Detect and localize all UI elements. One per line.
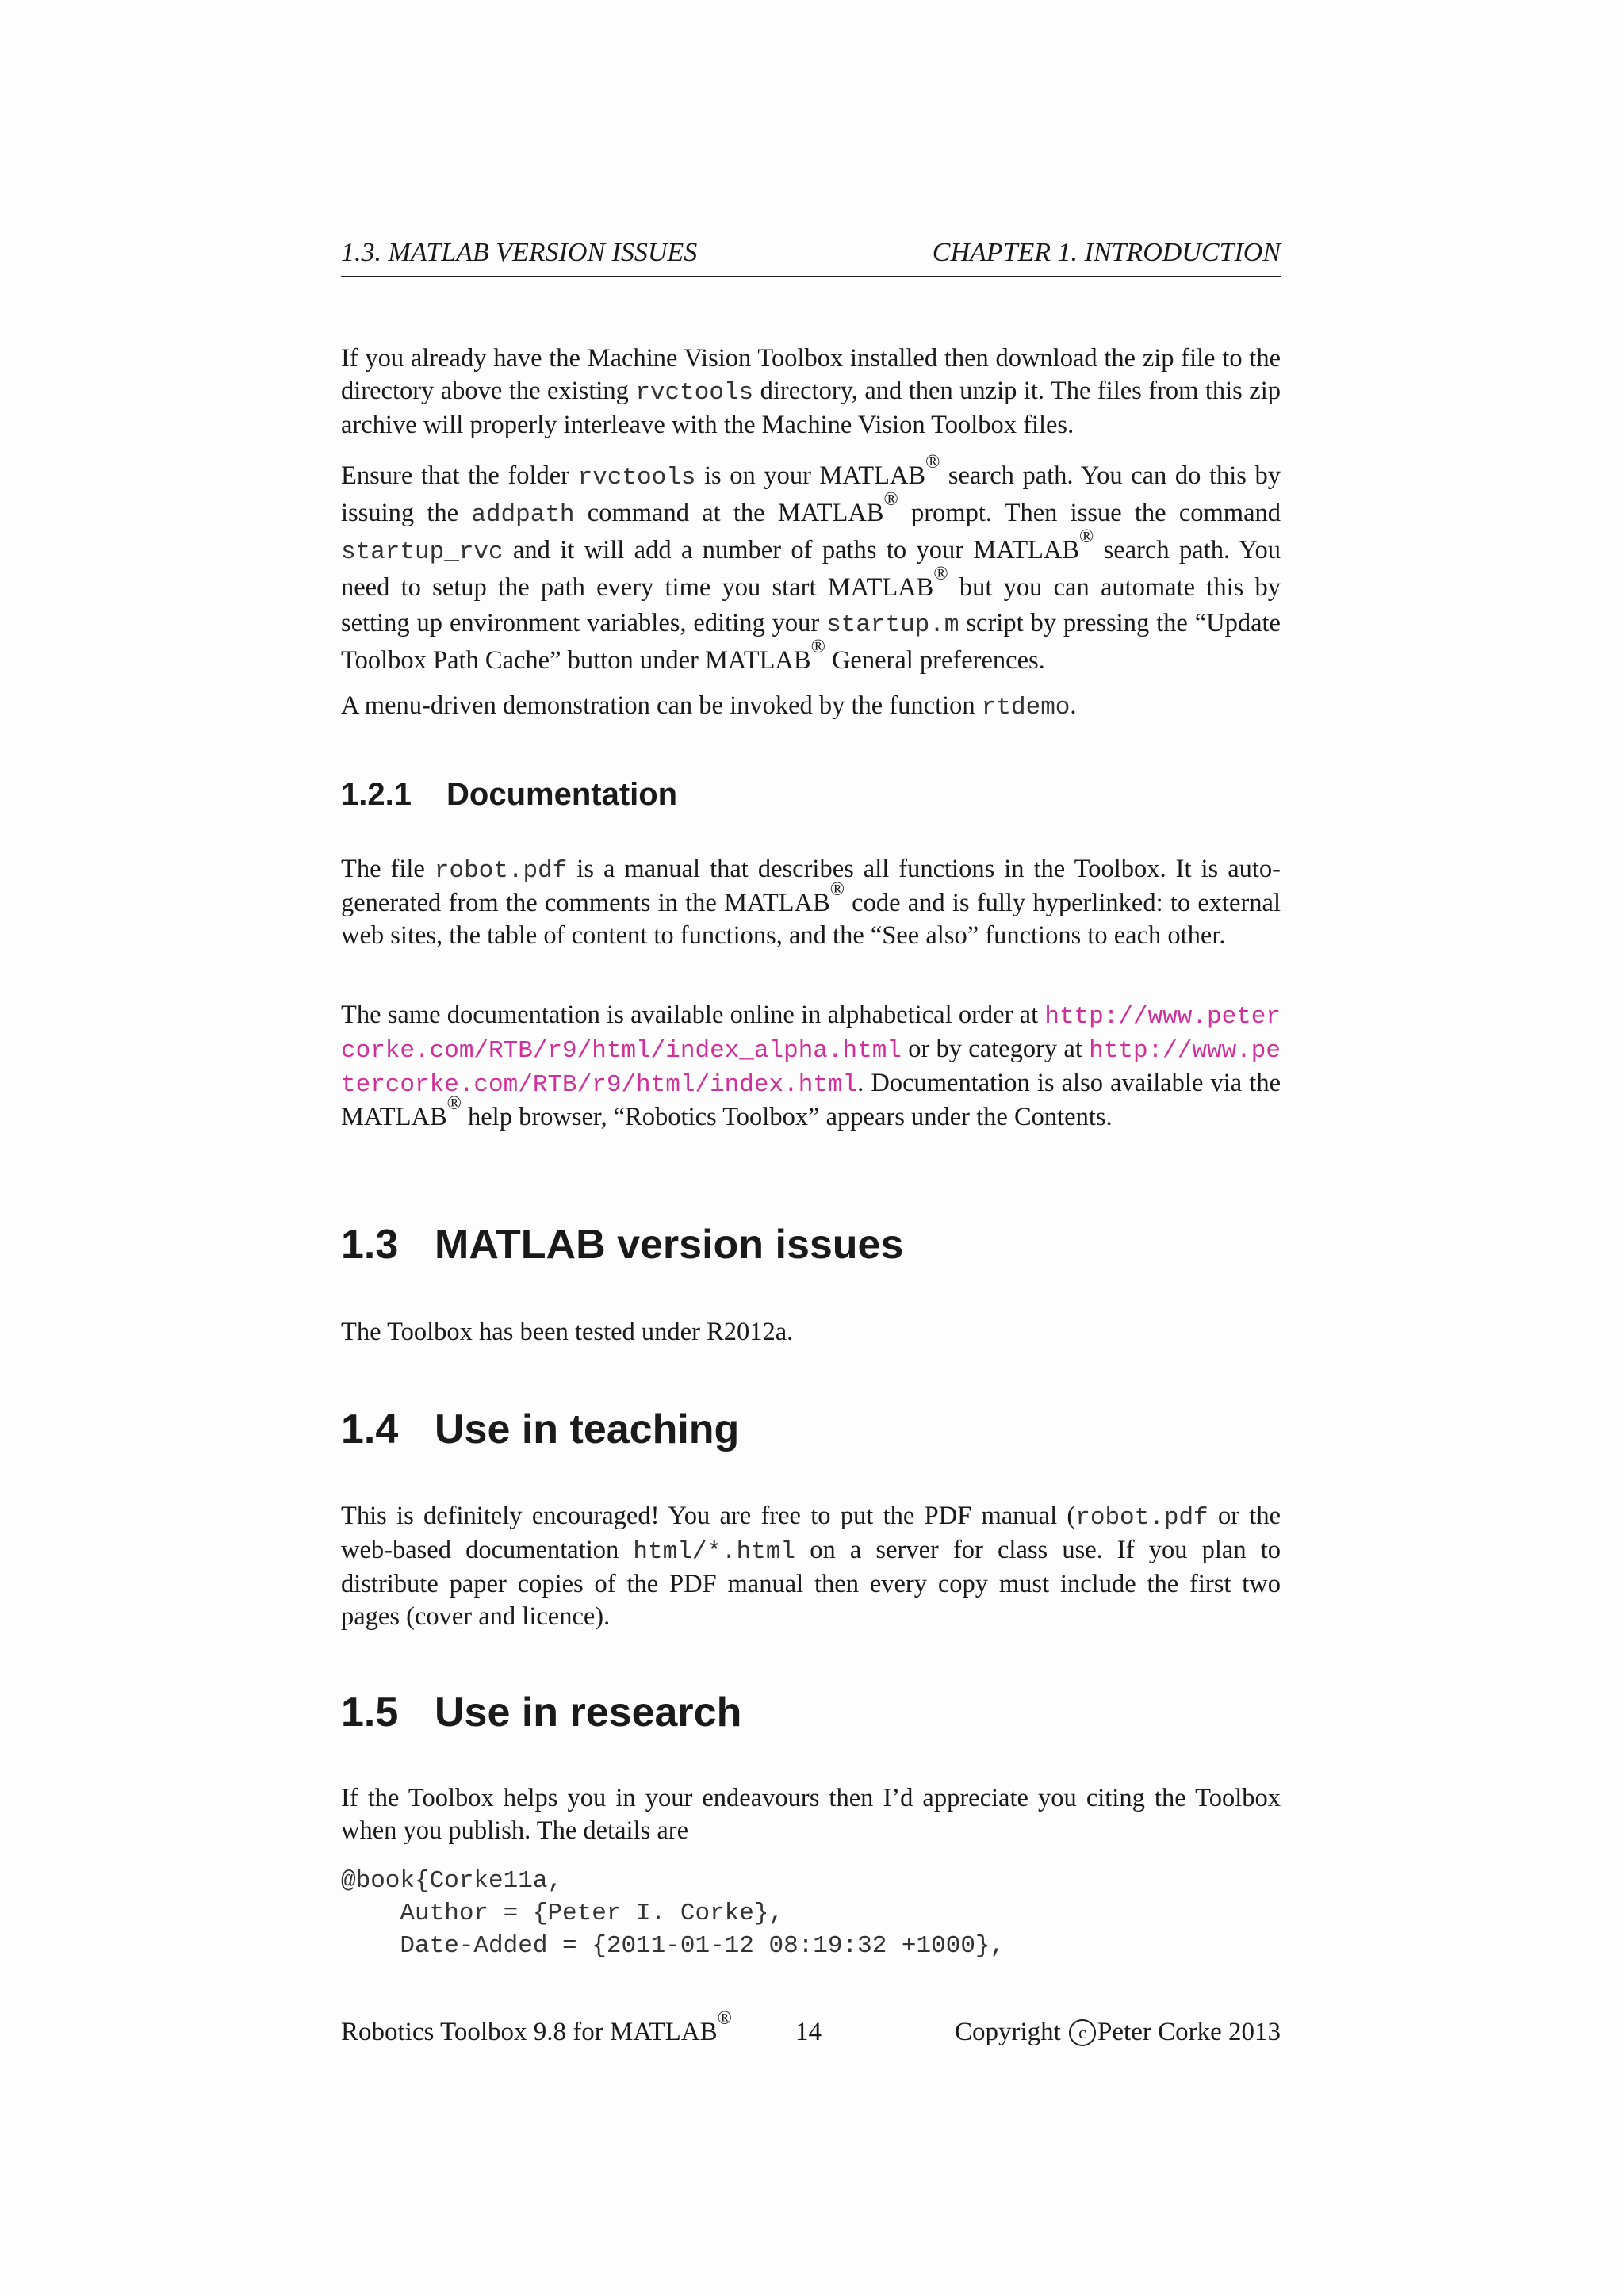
section-heading-teaching (341, 1406, 739, 1453)
version-paragraph: The Toolbox has been tested under R2012a. (341, 1318, 794, 1346)
text: search path. You can do this by issuing the (341, 461, 1281, 527)
text: is a manual that describes all functions in the Toolbox. It is auto-generated from the comments in the MATLAB (341, 855, 1281, 917)
teaching-paragraph (341, 1500, 1281, 1633)
page-number: 14 (795, 2018, 822, 2046)
documentation-paragraph-1 (341, 853, 1281, 952)
registered-mark: ® (883, 489, 898, 511)
inline-code: rtdemo (981, 694, 1071, 721)
text: General preferences. (825, 646, 1045, 675)
text: and it will add a number of paths to your MATLAB (503, 536, 1080, 564)
text: . (1070, 691, 1077, 720)
text: search path. You need to setup the path every time you start MATLAB (341, 536, 1281, 602)
section-heading-matlab-version (341, 1221, 903, 1269)
heading-title: Use in research (435, 1689, 742, 1735)
text: on a server for class use. If you plan to distribute paper copies of the PDF manual then every copy must include the first two pages (cover and licence). (341, 1536, 1281, 1631)
text: Robotics Toolbox 9.8 for MATLAB (341, 2018, 718, 2046)
text: . Documentation is also available via the MATLAB (341, 1069, 1281, 1131)
text: If you already have the Machine Vision Toolbox installed then download the zip file to the directory above the existing (341, 344, 1281, 405)
documentation-paragraph-2 (341, 999, 1281, 1134)
category-index-link[interactable]: http://www.petercorke.com/RTB/r9/html/index.html (341, 1037, 1281, 1099)
text: or by category at (901, 1035, 1090, 1063)
inline-code: startup.m (826, 611, 959, 639)
bibtex-code-block: @book{Corke11a, Author = {Peter I. Corke}, Date-Added = {2011-01-12 08:19:32 +1000}, (341, 1867, 1005, 1960)
heading-number: 1.3 (341, 1222, 399, 1268)
inline-code: startup_rvc (341, 538, 504, 566)
text: Ensure that the folder (341, 461, 578, 490)
text: The file (341, 855, 435, 883)
intro-paragraph-3 (341, 690, 1281, 724)
heading-number: 1.4 (341, 1406, 399, 1452)
inline-code: rvctools (635, 379, 754, 407)
inline-code: robot.pdf (434, 857, 568, 885)
footer-title (341, 2008, 732, 2047)
intro-paragraph-1 (341, 342, 1281, 442)
header-chapter-label: CHAPTER 1. INTRODUCTION (932, 238, 1281, 267)
inline-code: rvctools (577, 464, 696, 492)
text: The same documentation is available online in alphabetical order at (341, 1001, 1045, 1029)
inline-code: html/*.html (633, 1538, 796, 1566)
registered-mark: ® (829, 879, 845, 901)
registered-mark: ® (810, 637, 825, 658)
text: This is definitely encouraged! You are free to put the PDF manual ( (341, 1502, 1076, 1530)
registered-mark: ® (925, 452, 940, 473)
text: Copyright (954, 2018, 1068, 2046)
text: script by pressing the “Update Toolbox Path Cache” button under MATLAB (341, 609, 1281, 675)
intro-paragraph-2 (341, 452, 1281, 679)
text: Peter Corke 2013 (1097, 2018, 1281, 2046)
heading-title: Documentation (446, 777, 678, 812)
text: help browser, “Robotics Toolbox” appears under the Contents. (461, 1103, 1113, 1131)
text: A menu-driven demonstration can be invoked by the function (341, 691, 982, 720)
section-heading-research (341, 1689, 741, 1736)
text: code and is fully hyperlinked: to external web sites, the table of content to functions, and the “See also” functions to each other. (341, 889, 1281, 950)
text: prompt. Then issue the command (898, 499, 1281, 527)
header-section-label: 1.3. MATLAB VERSION ISSUES (341, 238, 698, 267)
text: command at the MATLAB (574, 499, 884, 527)
heading-number: 1.5 (341, 1689, 399, 1735)
text: is on your MATLAB (695, 461, 926, 490)
registered-mark: ® (446, 1093, 462, 1115)
registered-mark: ® (933, 564, 948, 585)
text: or the web-based documentation (341, 1502, 1281, 1564)
inline-code: robot.pdf (1075, 1504, 1208, 1532)
heading-number: 1.2.1 (341, 777, 412, 812)
heading-title: MATLAB version issues (435, 1222, 904, 1268)
text: directory, and then unzip it. The files from this zip archive will properly interleave with the Machine Vision Toolbox files. (341, 377, 1281, 439)
footer-copyright (955, 2018, 1281, 2047)
heading-title: Use in teaching (435, 1406, 740, 1452)
research-paragraph: If the Toolbox helps you in your endeavours then I’d appreciate you citing the Toolbox when you publish. The details are (341, 1784, 1281, 1845)
copyright-symbol: c (1069, 2019, 1096, 2046)
page-footer (341, 2008, 1281, 2057)
running-header (341, 238, 1281, 277)
registered-mark: ® (717, 2008, 732, 2029)
text: but you can automate this by setting up environment variables, editing your (341, 573, 1281, 637)
registered-mark: ® (1079, 526, 1094, 548)
alphabetical-index-link[interactable]: http://www.petercorke.com/RTB/r9/html/index_alpha.html (341, 1003, 1281, 1065)
inline-code: addpath (471, 501, 575, 529)
subsection-heading-documentation (341, 777, 677, 813)
